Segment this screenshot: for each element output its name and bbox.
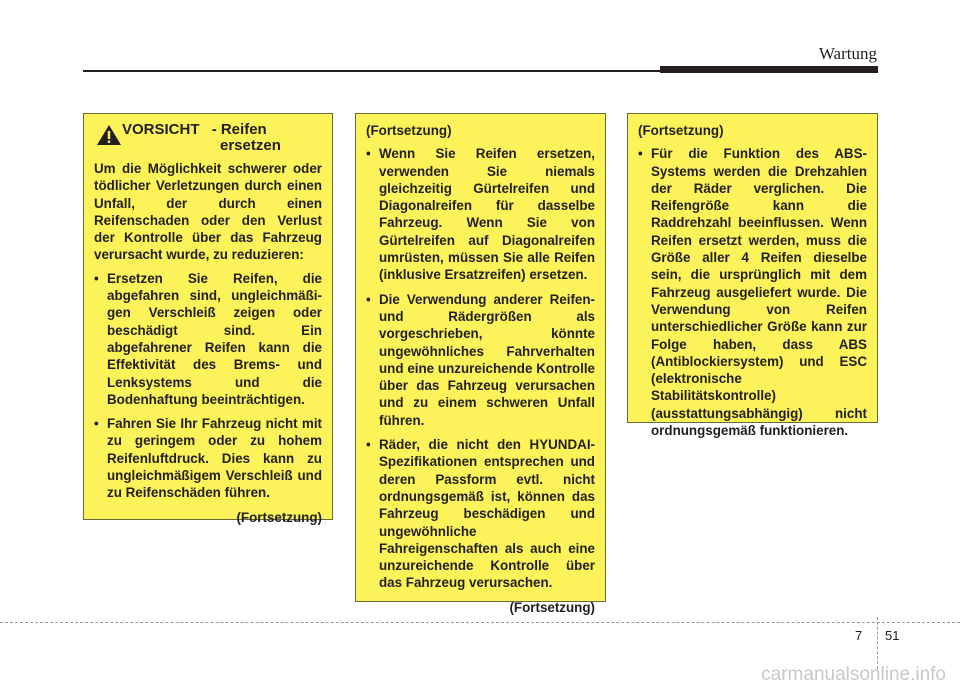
caution-title-line1: - Reifen (211, 121, 267, 138)
caution-intro: Um die Möglichkeit schwerer oder tödlicher Verletzungen durch einen Unfall, der durch einen Reifenschaden oder den Verlust der Kontrolle über das Fahrzeug verursacht wurde, zu reduzieren: (94, 161, 322, 263)
caution-list (366, 145, 595, 591)
caution-title (122, 122, 281, 154)
caution-list (94, 270, 322, 502)
page-title: Wartung (818, 44, 877, 63)
header-rule-thin (83, 70, 663, 72)
footer-rule (0, 622, 960, 623)
watermark: carmanualsonline.info (761, 664, 946, 685)
list-item: • Wenn Sie Reifen ersetzen, verwenden Sie niemals gleichzeitig Gürtelreifen und Diagonalreifen für dasselbe Fahrzeug. Wenn Sie von Gürtelreifen auf Diagonalreifen umrüsten, müssen Sie alle Reifen (inklusive Ersatzreifen) ersetzen. (366, 145, 595, 283)
list-item: • Fahren Sie Ihr Fahrzeug nicht mit zu geringem oder zu hohem Reifenluftdruck. Dies kann zu ungleichmäßigem Verschleiß und zu Reifenschäden führen. (94, 415, 322, 501)
continued-label: (Fortsetzung) (236, 509, 322, 525)
list-item: • Die Verwendung anderer Reifen- und Rädergrößen als vorgeschrieben, könnte ungewöhnliches Fahrverhalten und eine unzureichende Kontrolle über das Fahrzeug verursachen und zu einem schweren Unfall führen. (366, 291, 595, 429)
list-item: • Räder, die nicht den HYUNDAI-Spezifikationen entsprechen und deren Passform evtl. nicht ordnungsgemäß ist, können das Fahrzeug beschädigen und ungewöhnliche Fahreigenschaften als auch eine unzureichende Kontrolle über das Fahrzeug verursachen. (366, 436, 595, 592)
chapter-number: 7 (855, 628, 863, 643)
caution-title-line2: ersetzen (220, 137, 281, 154)
continued-heading: (Fortsetzung) (638, 123, 724, 138)
caution-box-3 (627, 113, 878, 439)
page-number-divider (877, 617, 878, 669)
caution-box-1 (83, 113, 333, 525)
list-item: • Ersetzen Sie Reifen, die abgefahren sind, ungleichmäßi-gen Verschleiß zeigen oder beschädigt sind. Ein abgefahrener Reifen kann die Effektivität des Brems- und Lenksystems und die Bodenhaftung beeinträchtigen. (94, 270, 322, 408)
caution-list (638, 145, 867, 439)
continued-heading: (Fortsetzung) (366, 123, 452, 138)
warning-triangle-icon (96, 124, 122, 146)
caution-box-2 (355, 113, 606, 615)
list-item: • Für die Funktion des ABS-Systems werden die Drehzahlen der Räder verglichen. Die Reifengröße kann die Raddrehzahl beeinflussen. Wenn Reifen ersetzt werden, muss die Größe aller 4 Reifen dieselbe sein, die ursprünglich mit dem Fahrzeug ausgeliefert wurde. Die Verwendung von Reifen unterschiedlicher Größe kann zur Folge haben, dass ABS (Antiblockiersystem) und ESC (elektronische Stabilitätskontrolle) (ausstattungsabhängig) nicht ordnungsgemäß funktionieren. (638, 145, 867, 439)
caution-label: VORSICHT (122, 121, 200, 138)
page-number: 51 (885, 628, 900, 643)
header-rule-thick (660, 66, 878, 73)
continued-label: (Fortsetzung) (509, 599, 595, 615)
caution-header (94, 122, 322, 154)
